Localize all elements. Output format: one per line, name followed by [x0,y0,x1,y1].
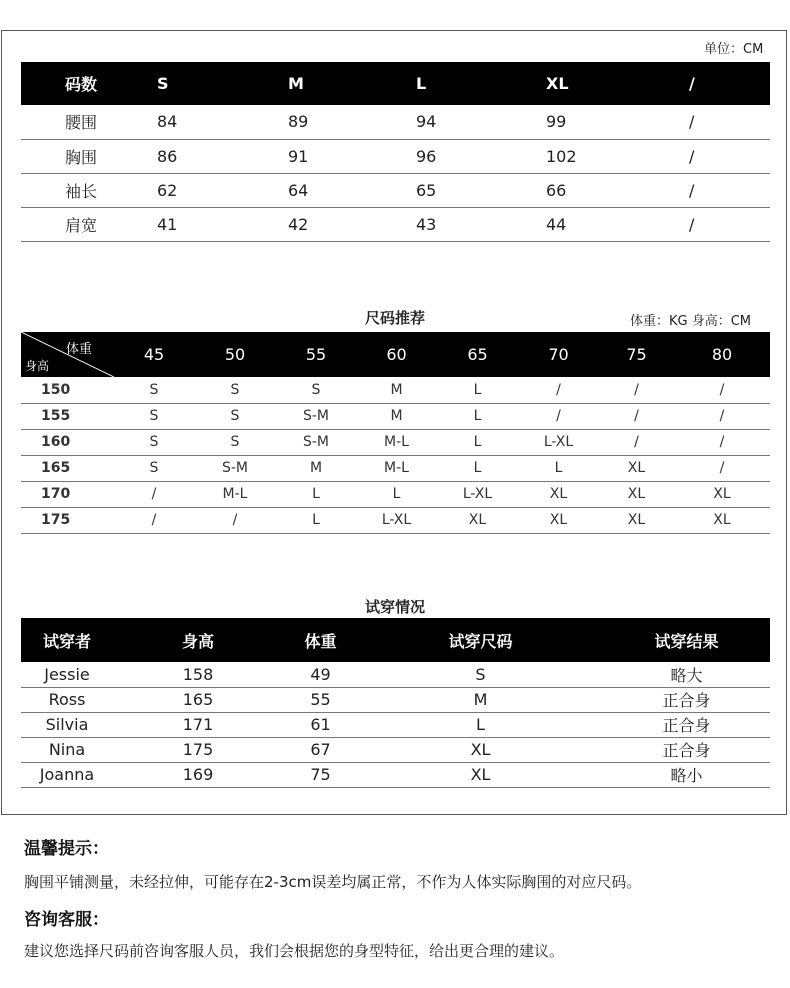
tryon-cell: S [475,664,486,684]
size-chart-header: M [288,74,304,93]
tryon-row [21,712,770,737]
recommend-cell: L [473,460,482,476]
tryon-cell: 175 [182,740,214,759]
size-chart-cell: / [689,112,695,132]
recommend-cell: / [556,408,561,424]
recommend-cell: XL [627,486,646,502]
weight-header: 70 [548,345,569,364]
size-chart-cell: 胸围 [65,147,98,167]
tip-heading: 温馨提示： [24,839,109,859]
recommend-cell: S [149,381,159,398]
size-chart-cell: 99 [546,112,567,132]
weight-header: 80 [711,345,733,364]
tryon-cell: 正合身 [662,716,711,735]
recommend-cell: / [719,460,725,476]
tryon-header: 试穿尺码 [448,631,513,651]
recommend-table [21,332,770,534]
tryon-cell: 略大 [670,665,703,685]
size-chart-cell: / [689,214,695,234]
weight-header: 75 [626,345,647,364]
weight-header: 55 [305,345,327,364]
weight-header: 65 [467,345,488,364]
size-chart-cell: 94 [416,112,437,132]
recommend-row [21,455,770,481]
recommend-cell: L [473,381,482,398]
size-chart-header: S [157,74,169,93]
recommend-cell: 175 [41,512,71,528]
size-chart-row [21,139,770,173]
tryon-cell: 55 [310,690,331,709]
tryon-cell: Jessie [44,664,90,684]
recommend-cell: L [473,408,482,424]
service-text: 建议您选择尺码前咨询客服人员，我们会根据您的身型特征，给出更合理的建议。 [24,942,565,960]
tryon-cell: Silvia [45,715,89,734]
size-chart-table [21,62,770,242]
tryon-header: 试穿者 [42,631,91,651]
recommend-cell: S [149,434,159,450]
recommend-cell: / [634,381,639,398]
size-chart-cell: 42 [288,214,309,234]
recommend-cell: / [634,408,639,424]
tryon-cell: 略小 [670,766,703,785]
recommend-cell: 165 [41,460,71,476]
recommend-row [21,403,770,429]
recommend-cell: XL [713,486,731,502]
recommend-row [21,377,770,403]
recommend-cell: / [556,381,561,398]
recommend-cell: 170 [41,486,71,502]
recommend-cell: XL [468,512,487,528]
tryon-title: 试穿情况 [364,598,425,616]
weight-header: 45 [143,345,165,364]
recommend-cell: L [312,486,320,502]
size-chart-cell: 89 [288,112,309,132]
size-chart-cell: 86 [157,146,178,166]
size-chart-cell: 62 [157,180,178,200]
recommend-cell: S [230,434,240,450]
recommend-cell: S-M [221,460,249,476]
tryon-header: 试穿结果 [654,631,719,651]
recommend-cell: / [151,512,157,528]
recommend-cell: XL [549,486,568,502]
tryon-cell: 61 [310,715,331,734]
size-chart-cell: / [689,146,695,166]
recommend-corner [21,332,114,377]
size-chart-cell: 66 [546,180,567,200]
tryon-cell: 正合身 [662,741,711,760]
recommend-cell: M [390,408,403,424]
tryon-cell: 正合身 [662,691,711,710]
size-chart-row [21,173,770,207]
recommend-cell: M [390,381,403,398]
size-chart-cell: 43 [416,214,437,234]
recommend-cell: S [230,381,240,398]
recommend-cell: XL [627,460,646,476]
recommend-cell: M [309,460,323,476]
tryon-cell: 75 [310,765,331,784]
tryon-table [21,618,770,788]
tryon-cell: 67 [310,740,331,759]
recommend-cell: L [312,512,320,528]
size-chart-header-row [21,62,770,105]
recommend-cell: S [149,460,159,476]
corner-weight-label: 体重 [65,342,92,357]
recommend-row [21,429,770,455]
recommend-cell: / [719,434,725,450]
recommend-header-row [21,332,770,377]
corner-height-label: 身高 [25,359,50,373]
recommend-cell: S-M [302,408,330,424]
recommend-cell: S [230,408,240,424]
recommend-row [21,481,770,507]
weight-header: 50 [224,345,246,364]
size-chart-header: 码数 [65,75,98,94]
recommend-cell: 160 [41,434,71,450]
size-chart-row [21,105,770,139]
recommend-cell: M-L [384,460,409,476]
size-chart-cell: 102 [546,146,577,166]
size-chart-cell: 肩宽 [65,215,98,235]
size-chart-header: L [416,74,427,93]
tryon-cell: 165 [182,690,214,709]
weight-header: 60 [386,345,407,364]
recommend-cell: / [232,512,238,528]
size-chart-cell: 91 [288,146,309,166]
service-heading: 咨询客服： [24,910,109,930]
recommend-cell: L [473,434,482,450]
recommend-cell: / [719,381,725,398]
recommend-cell: 150 [41,381,71,398]
tryon-row [21,737,770,762]
recommend-cell: L-XL [462,486,493,502]
tryon-cell: L [476,715,485,734]
tryon-header: 身高 [181,631,214,651]
recommend-cell: M-L [384,434,409,450]
recommend-cell: L [554,460,563,476]
tryon-header: 体重 [304,631,337,651]
size-chart-cell: 袖长 [65,181,98,201]
recommend-cell: S [149,408,159,424]
size-chart-unit: 单位：CM [704,42,764,57]
recommend-cell: / [634,434,639,450]
size-chart-header: / [689,74,695,93]
tryon-cell: XL [470,765,491,784]
size-chart-cell: 65 [416,180,437,200]
tip-text: 胸围平铺测量，未经拉伸，可能存在2-3cm误差均属正常，不作为人体实际胸围的对应尺码。 [24,873,642,891]
size-chart-cell: 腰围 [65,113,98,133]
size-chart-header: XL [546,74,569,93]
size-chart-cell: 44 [546,214,567,234]
recommend-cell: M-L [222,486,248,502]
tryon-cell: 171 [182,715,214,734]
recommend-cell: XL [713,512,731,528]
size-chart-cell: 64 [288,180,309,200]
tryon-cell: Ross [48,690,86,709]
recommend-cell: / [151,486,157,502]
recommend-cell: S [311,381,321,398]
size-chart-row [21,207,770,241]
tryon-cell: Joanna [39,765,95,784]
tryon-cell: XL [470,740,491,759]
size-chart-cell: 41 [157,214,178,234]
size-chart-cell: / [689,180,695,200]
recommend-cell: / [719,408,725,424]
recommend-cell: L-XL [543,434,574,450]
recommend-cell: L-XL [381,512,412,528]
tryon-cell: M [473,690,488,709]
tryon-header-row [21,618,770,662]
recommend-cell: XL [549,512,568,528]
recommend-cell: 155 [41,408,71,424]
tryon-cell: 169 [182,765,214,784]
tryon-cell: 49 [310,664,331,684]
recommend-title: 尺码推荐 [364,309,425,327]
recommend-cell: XL [627,512,646,528]
recommend-cell: L [392,486,401,502]
recommend-row [21,507,770,533]
tryon-cell: Nina [48,740,86,759]
recommend-unit: 体重：KG 身高：CM [630,314,752,329]
tryon-row [21,762,770,787]
size-chart-cell: 96 [416,146,437,166]
recommend-cell: S-M [302,434,330,450]
tryon-row [21,662,770,687]
tryon-cell: 158 [182,664,214,684]
tryon-row [21,687,770,712]
size-chart-cell: 84 [157,112,178,132]
